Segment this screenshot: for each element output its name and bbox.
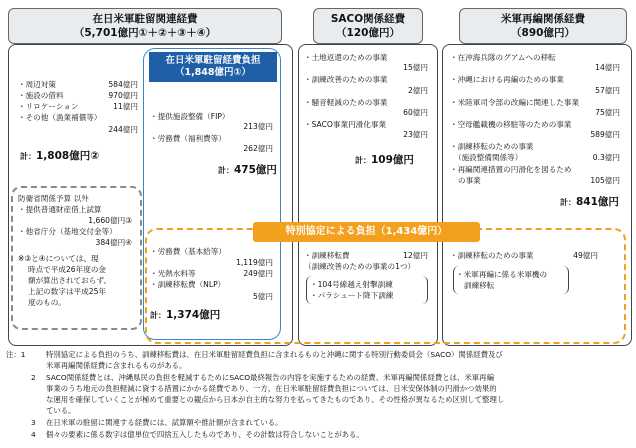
col3-item-value: 589億円 xyxy=(590,130,620,139)
col3-item-label: ・沖縄における再編のための事業 xyxy=(450,75,564,84)
special-agreement-header: 特別協定による負担（1,434億円） xyxy=(253,222,480,242)
col3-item-label: ・在沖海兵隊のグアムへの移転 xyxy=(450,53,556,62)
col3-item-value: 14億円 xyxy=(595,63,620,72)
note-text: 米軍再編関係経費に含まれるものがある。 xyxy=(46,361,187,370)
col2-special-label: ・訓練移転費 xyxy=(304,251,350,260)
col3-item-label: ・再編関連措置の円滑化を図るため xyxy=(450,165,572,174)
col1-item-label: ・周辺対策 xyxy=(18,80,56,89)
budget-line: 額が算出されておらず、 xyxy=(28,276,111,285)
col1-item-label: ・その他（漁業補償等） xyxy=(18,113,102,122)
col2-item-value: 2億円 xyxy=(407,86,428,95)
special-item-value: 5億円 xyxy=(252,292,273,301)
hns-total-value: 475億円 xyxy=(234,164,277,176)
hns-header-title: 在日米軍駐留経費負担 xyxy=(165,55,261,66)
col3-total xyxy=(560,194,619,209)
note-number: 2 xyxy=(31,373,36,382)
col3-header xyxy=(459,8,627,44)
special-total-value: 1,374億円 xyxy=(166,309,221,321)
note-number: 注：1 xyxy=(6,350,26,359)
note-number: 3 xyxy=(31,418,36,427)
col2-header xyxy=(313,8,423,44)
hns-item-label: ・提供施設整備（FIP） xyxy=(150,112,230,121)
hns-item-label: ・労務費（福利費等） xyxy=(150,134,226,143)
col1-item-value: 244億円 xyxy=(108,125,138,134)
note-text: 特別協定による負担のうち、訓練移転費は、在日米軍駐留経費負担に含まれるものと沖縄に関する特別行動委員会（SACO）関係経費及び xyxy=(46,350,503,359)
budget-line: 1,660億円③ xyxy=(88,216,132,225)
col1-total-value: 1,808億円② xyxy=(36,150,100,162)
col2-special-value: 12億円 xyxy=(403,251,428,260)
col1-item-value: 970億円 xyxy=(108,91,138,100)
hns-item-value: 213億円 xyxy=(243,122,273,131)
budget-line: ※③と④については、現 xyxy=(18,254,99,263)
col3-item-value: 75億円 xyxy=(595,108,620,117)
col1-header xyxy=(8,8,282,44)
budget-line: ・他省庁分（基地交付金等） xyxy=(18,227,117,236)
col3-item-label: ・空母艦載機の移駐等のための事業 xyxy=(450,120,572,129)
col2-item-value: 23億円 xyxy=(403,130,428,139)
col2-item-label: ・SACO事業円滑化事業 xyxy=(304,120,387,129)
col2-item-label: ・土地返還のための事業 xyxy=(304,53,388,62)
hns-total-prefix: 計： xyxy=(218,166,234,175)
note-text: な運用を確保していくことが極めて重要との観点から日本が自主的な努力を払ってきたものであり、その性格が異なるため区別して整理し xyxy=(46,395,505,404)
hns-total xyxy=(218,162,277,177)
col2-item-value: 15億円 xyxy=(403,63,428,72)
special-item-label: ・訓練移転費（NLP） xyxy=(150,280,226,289)
col2-special-label: （訓練改善のための事業の1つ） xyxy=(304,262,416,271)
col3-special-value: 49億円 xyxy=(573,251,598,260)
col2-item-label: ・訓練改善のための事業 xyxy=(304,75,388,84)
col1-item-value: 584億円 xyxy=(108,80,138,89)
col2-total-prefix: 計： xyxy=(355,156,371,165)
col3-total-prefix: 計： xyxy=(560,198,576,207)
col1-header-title: 在日米軍駐留関連経費 xyxy=(92,13,198,25)
col3-total-value: 841億円 xyxy=(576,196,619,208)
budget-line: 時点で平成26年度の金 xyxy=(28,265,107,274)
col3-sub-item: 訓練移転 xyxy=(464,281,495,290)
col2-item-label: ・騒音軽減のための事業 xyxy=(304,98,388,107)
budget-line: 防衛省関係予算 以外 xyxy=(18,194,89,203)
note-text: 事業のうち地元の負担軽減に資する措置にかかる経費であり、一方、在日米軍駐留経費負担については、日米安保体制の円滑かつ効果的 xyxy=(46,384,497,393)
col3-item-label: （施設整備関係等） xyxy=(454,153,523,162)
special-total-prefix: 計： xyxy=(150,311,166,320)
special-item-value: 1,119億円 xyxy=(236,258,273,267)
col2-total xyxy=(355,152,414,167)
col2-item-value: 60億円 xyxy=(403,108,428,117)
col1-item-value: 11億円 xyxy=(113,102,138,111)
col3-header-title: 米軍再編関係経費 xyxy=(501,13,585,25)
budget-line: 度のもの。 xyxy=(28,298,66,307)
col3-item-value: 105億円 xyxy=(590,176,620,185)
special-item-label: ・労務費（基本給等） xyxy=(150,247,226,256)
hns-header xyxy=(149,52,277,82)
col2-sub-item: ・104号線越え射撃訓練 xyxy=(310,280,393,289)
col1-header-subtitle: （5,701億円①＋②＋③＋④） xyxy=(73,27,217,39)
budget-line: ・提供普通財産借上試算 xyxy=(18,205,102,214)
col1-item-label: ・施設の借料 xyxy=(18,91,64,100)
hns-header-subtitle: （1,848億円①） xyxy=(174,67,252,78)
col3-item-label: ・訓練移転のための事業 xyxy=(450,142,534,151)
special-item-value: 249億円 xyxy=(243,269,273,278)
note-text: ている。 xyxy=(46,406,76,415)
col1-item-label: ・リロケーション xyxy=(18,102,79,111)
col3-sub-item: ・米軍再編に係る米軍機の xyxy=(456,270,548,279)
col2-header-title: SACO関係経費 xyxy=(330,13,406,25)
budget-line: 384億円④ xyxy=(95,238,132,247)
col3-item-value: 0.3億円 xyxy=(592,153,620,162)
budget-line: 上記の数字は平成25年 xyxy=(28,287,107,296)
col3-item-label: の事業 xyxy=(458,176,481,185)
note-text: 個々の要素に係る数字は億単位で四捨五入したものであり、その計数は符合しないことがある。 xyxy=(46,430,364,439)
col3-item-value: 57億円 xyxy=(595,86,620,95)
col3-special-label: ・訓練移転のための事業 xyxy=(450,251,534,260)
col1-total xyxy=(20,148,99,163)
note-number: 4 xyxy=(31,430,36,439)
note-text: 在日米軍の駐留に関連する経費には、試算額や推計額が含まれている。 xyxy=(46,418,283,427)
col3-header-subtitle: （890億円） xyxy=(511,27,575,39)
col3-item-label: ・米陸軍司令部の改編に関連した事業 xyxy=(450,98,580,107)
special-total xyxy=(150,307,220,322)
note-text: SACO関係経費とは、沖縄県民の負担を軽減するためにSACO最終報告の内容を実施するための経費、米軍再編関係経費とは、米軍再編 xyxy=(46,373,494,382)
col2-sub-item: ・パラシュート降下訓練 xyxy=(310,291,394,300)
special-item-label: ・光熱水料等 xyxy=(150,269,196,278)
col1-total-prefix: 計： xyxy=(20,152,36,161)
col2-header-subtitle: （120億円） xyxy=(336,27,400,39)
col2-total-value: 109億円 xyxy=(371,154,414,166)
hns-item-value: 262億円 xyxy=(243,144,273,153)
